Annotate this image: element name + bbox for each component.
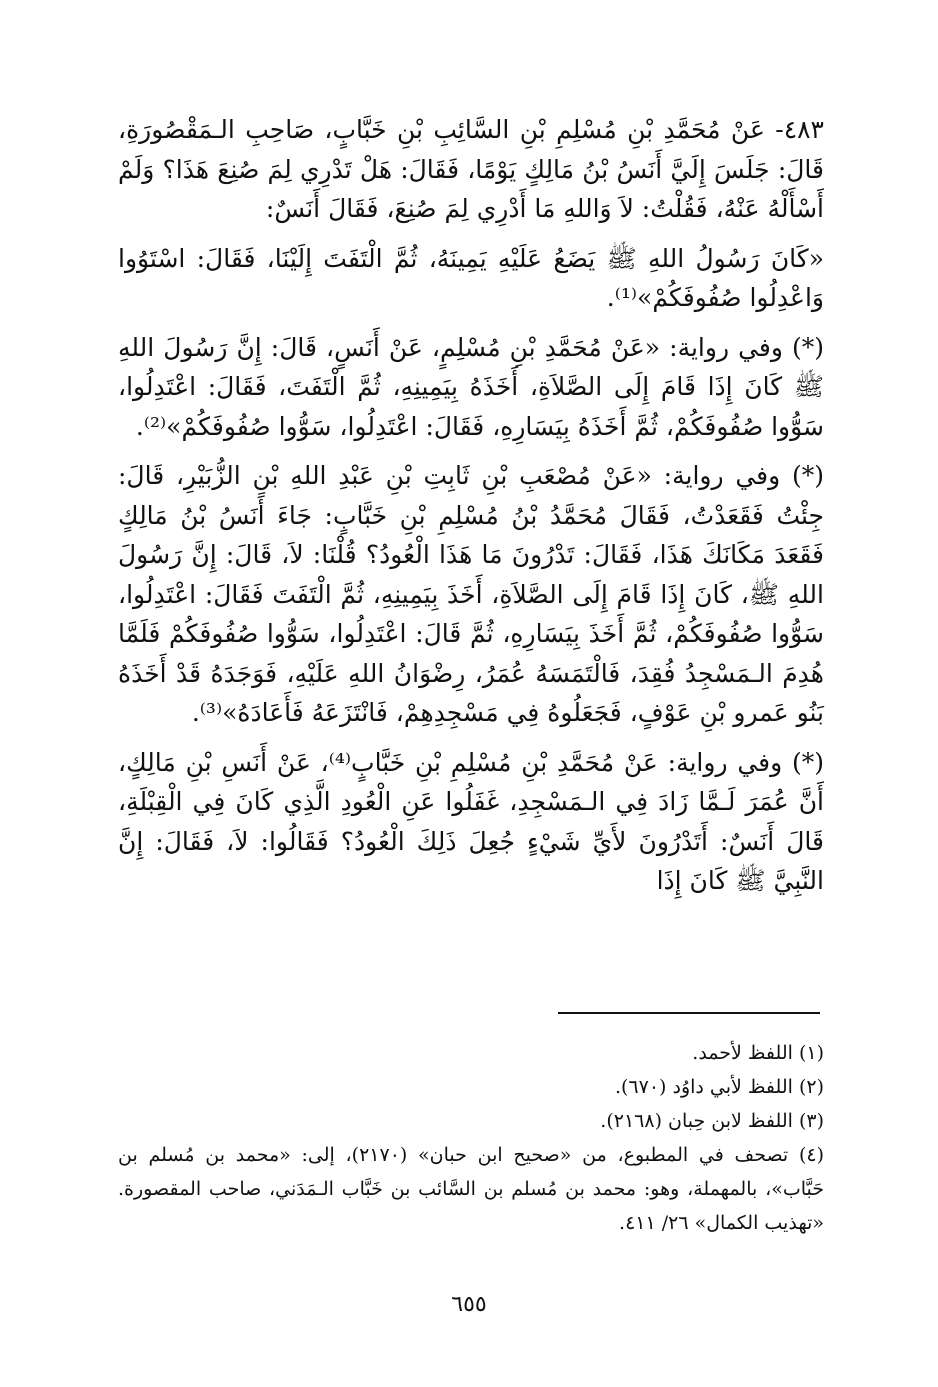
hadith-line-2: قَالَ: جَلَسَ إِلَيَّ أَنَسُ بْنُ مَالِكٍ يَوْمًا، فَقَالَ: هَلْ تَدْرِي لِمَ صُنِعَ هَذَا؟ وَلَمْ أَسْأَلْهُ [118, 154, 824, 223]
main-text [118, 110, 824, 901]
hadith-line-3: عَنْهُ، فَقُلْتُ: لاَ وَاللهِ مَا أَدْرِي لِمَ صُنِعَ، فَقَالَ أَنَسٌ: [265, 194, 760, 223]
hadith-line-1: ٤٨٣- عَنْ مُحَمَّدِ بْنِ مُسْلِمِ بْنِ السَّائِبِ بْنِ خَبَّابٍ، صَاحِبِ الـمَقْصُورَةِ، [118, 115, 824, 144]
hadith-quote: «كَانَ رَسُولُ اللهِ ﷺ يَضَعُ عَلَيْهِ يَمِينَهُ، ثُمَّ الْتَفَتَ إِلَيْنَا، فَقَالَ: اسْتَوُوا وَاعْدِلُوا صُفُوفَكُمْ»⁽¹⁾. [118, 243, 824, 312]
hadith-483 [118, 110, 824, 229]
page-number: ٦٥٥ [451, 1292, 487, 1317]
riwaya-1: (*) وفي رواية: «عَنْ مُحَمَّدِ بْنِ مُسْلِمٍ، عَنْ أَنَسٍ، قَالَ: إِنَّ رَسُولَ اللهِ ﷺ كَانَ إِذَا قَامَ إِلَى الصَّلاَةِ، أَخَذَهُ بِيَمِينِهِ، ثُمَّ الْتَفَتَ، فَقَالَ: اعْتَدِلُوا، سَوُّوا صُفُوفَكُمْ، ثُمَّ أَخَذَهُ بِيَسَارِهِ، فَقَالَ: اعْتَدِلُوا، سَوُّوا صُفُوفَكُمْ»⁽²⁾. [118, 332, 824, 441]
footnote-2: (٢) اللفظ لأبي داوُد (٦٧٠). [614, 1076, 824, 1098]
riwaya-2: (*) وفي رواية: «عَنْ مُصْعَبِ بْنِ ثَابِتِ بْنِ عَبْدِ اللهِ بْنِ الزُّبَيْرِ، قَالَ: جِئْتُ فَقَعَدْتُ، فَقَالَ مُحَمَّدُ بْنُ مُسْلِمِ بْنِ خَبَّابٍ: جَاءَ أَنَسُ بْنُ مَالِكٍ فَقَعَدَ مَكَانَكَ هَذَا، فَقَالَ: تَدْرُونَ مَا هَذَا الْعُودُ؟ قُلْنَا: لاَ، قَالَ: إِنَّ رَسُولَ اللهِ ﷺ، كَانَ إِذَا قَامَ إِلَى الصَّلاَةِ، أَخَذَ بِيَمِينِهِ، ثُمَّ الْتَفَتَ فَقَالَ: اعْتَدِلُوا، سَوُّوا صُفُوفَكُمْ، ثُمَّ أَخَذَ بِيَسَارِهِ، ثُمَّ قَالَ: اعْتَدِلُوا، سَوُّوا صُفُوفَكُمْ فَلَمَّا هُدِمَ الـمَسْجِدُ فُقِدَ، فَالْتَمَسَهُ عُمَرُ، رِضْوَانُ اللهِ عَلَيْهِ، فَوَجَدَهُ قَدْ أَخَذَهُ بَنُو عَمرو بْنِ عَوْفٍ، فَجَعَلُوهُ فِي مَسْجِدِهِمْ، فَانْتَزَعَهُ فَأَعَادَهُ»⁽³⁾. [118, 461, 824, 727]
footnotes [118, 1036, 824, 1240]
riwaya-3: (*) وفي رواية: عَنْ مُحَمَّدِ بْنِ مُسْلِمِ بْنِ خَبَّابٍ⁽⁴⁾، عَنْ أَنَسِ بْنِ مَالِكٍ، أَنَّ عُمَرَ لَـمَّا زَادَ فِي الـمَسْجِدِ، غَفَلُوا عَنِ الْعُودِ الَّذِي كَانَ فِي الْقِبْلَةِ، قَالَ أَنَسٌ: أَتَدْرُونَ لأَيِّ شَيْءٍ جُعِلَ ذَلِكَ الْعُودُ؟ فَقَالُوا: لاَ، فَقَالَ: إِنَّ النَّبِيَّ ﷺ كَانَ إِذَا [118, 747, 824, 895]
footnote-divider [558, 1012, 820, 1014]
footnote-4: (٤) تصحف في المطبوع، من «صحيح ابن حبان» (٢١٧٠)، إلى: «محمد بن مُسلم بن حَبَّاب»، بالمهملة، وهو: محمد بن مُسلم بن السَّائب بن خَبَّاب الـمَدَني، صاحب المقصورة. «تهذيب الكمال» ٢٦/ ٤١١. [118, 1144, 824, 1234]
footnote-1: (١) اللفظ لأحمد. [692, 1042, 824, 1064]
footnote-3: (٣) اللفظ لابن حِبان (٢١٦٨). [600, 1110, 824, 1132]
